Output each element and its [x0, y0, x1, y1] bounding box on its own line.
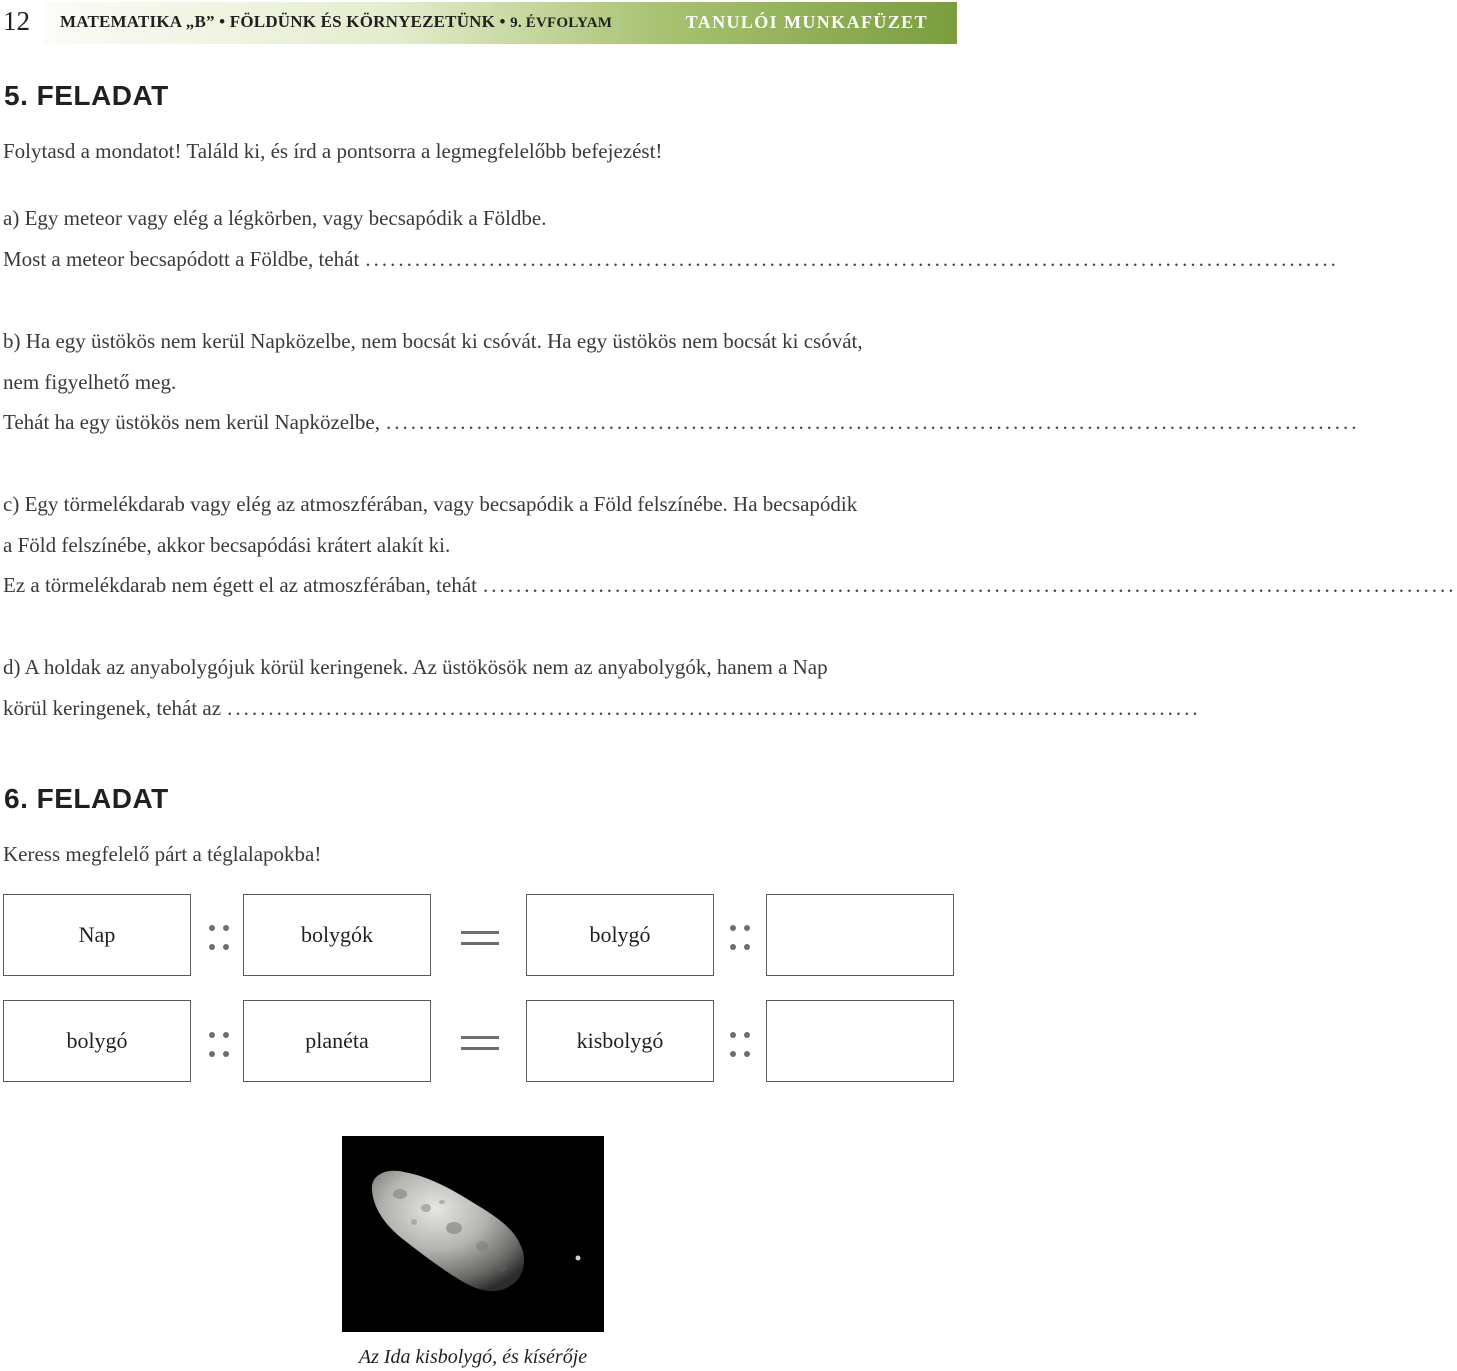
ratio-colon-symbol [730, 1032, 750, 1058]
ratio-colon-symbol [209, 925, 229, 951]
task5-item-d-answer-line[interactable] [3, 696, 1201, 721]
task5-item-c-prompt: Ez a törmelékdarab nem égett el az atmoszférában, tehát [3, 573, 477, 597]
task5-item-a-text: a) Egy meteor vagy elég a légkörben, vagy becsapódik a Földbe. [3, 206, 547, 230]
analogy-box: Nap [3, 894, 191, 976]
header-title [60, 12, 612, 32]
header-separator: • [499, 12, 506, 31]
page-number: 12 [3, 6, 30, 36]
dotted-answer-line: ...................................................................................................................... [227, 696, 1201, 720]
task5-item-d-text: d) A holdak az anyabolygójuk körül keringenek. Az üstökösök nem az anyabolygók, hanem a Nap [3, 655, 828, 679]
header-workbook: TANULÓI MUNKAFÜZET [685, 12, 928, 32]
header-subject: MATEMATIKA „B” [60, 12, 215, 31]
task5-item-b-text-2: nem figyelhető meg. [3, 370, 177, 394]
analogy-box: kisbolygó [526, 1000, 714, 1082]
task5-item-b-prompt: Tehát ha egy üstökös nem kerül Napközelbe, [3, 410, 380, 434]
task5-item-b-text-1: b) Ha egy üstökös nem kerül Napközelbe, nem bocsát ki csóvát. Ha egy üstökös nem bocsát ki csóvát, [3, 329, 863, 353]
task5-item-c-text-2: a Föld felszínébe, akkor becsapódási krátert alakít ki. [3, 533, 451, 557]
header-topic: FÖLDÜNK ÉS KÖRNYEZETÜNK [229, 12, 496, 31]
analogy-box: planéta [243, 1000, 431, 1082]
task5-item-c-text-1: c) Egy törmelékdarab vagy elég az atmoszférában, vagy becsapódik a Föld felszínébe. Ha becsapódik [3, 492, 858, 516]
page-header [0, 0, 958, 45]
header-grade: 9. ÉVFOLYAM [510, 15, 613, 31]
ratio-colon-symbol [209, 1032, 229, 1058]
dotted-answer-line: ...................................................................................................................... [483, 573, 1457, 597]
task5-item-d-prompt: körül keringenek, tehát az [3, 696, 222, 720]
dotted-answer-line: ...................................................................................................................... [365, 247, 1339, 271]
task5-title: 5. FELADAT [4, 80, 169, 111]
dotted-answer-line: ...................................................................................................................... [386, 410, 1360, 434]
asteroid-image [342, 1136, 604, 1332]
answer-box[interactable] [766, 894, 954, 976]
equals-symbol [461, 1036, 499, 1050]
task5-item-a-answer-line[interactable] [3, 247, 1339, 272]
task5-item-b-answer-line[interactable] [3, 410, 1360, 435]
asteroid-photo [342, 1136, 604, 1332]
photo-caption: Az Ida kisbolygó, és kísérője [358, 1346, 588, 1368]
answer-box[interactable] [766, 1000, 954, 1082]
analogy-box: bolygó [526, 894, 714, 976]
task6-title: 6. FELADAT [4, 783, 169, 814]
ratio-colon-symbol [730, 925, 750, 951]
analogy-box: bolygó [3, 1000, 191, 1082]
header-separator: • [219, 12, 226, 31]
analogy-box: bolygók [243, 894, 431, 976]
equals-symbol [461, 931, 499, 945]
task5-item-c-answer-line[interactable] [3, 573, 1457, 598]
task6-instruction: Keress megfelelő párt a téglalapokba! [3, 842, 322, 866]
task5-instruction: Folytasd a mondatot! Találd ki, és írd a pontsorra a legmegfelelőbb befejezést! [3, 139, 663, 163]
task5-item-a-prompt: Most a meteor becsapódott a Földbe, tehát [3, 247, 360, 271]
